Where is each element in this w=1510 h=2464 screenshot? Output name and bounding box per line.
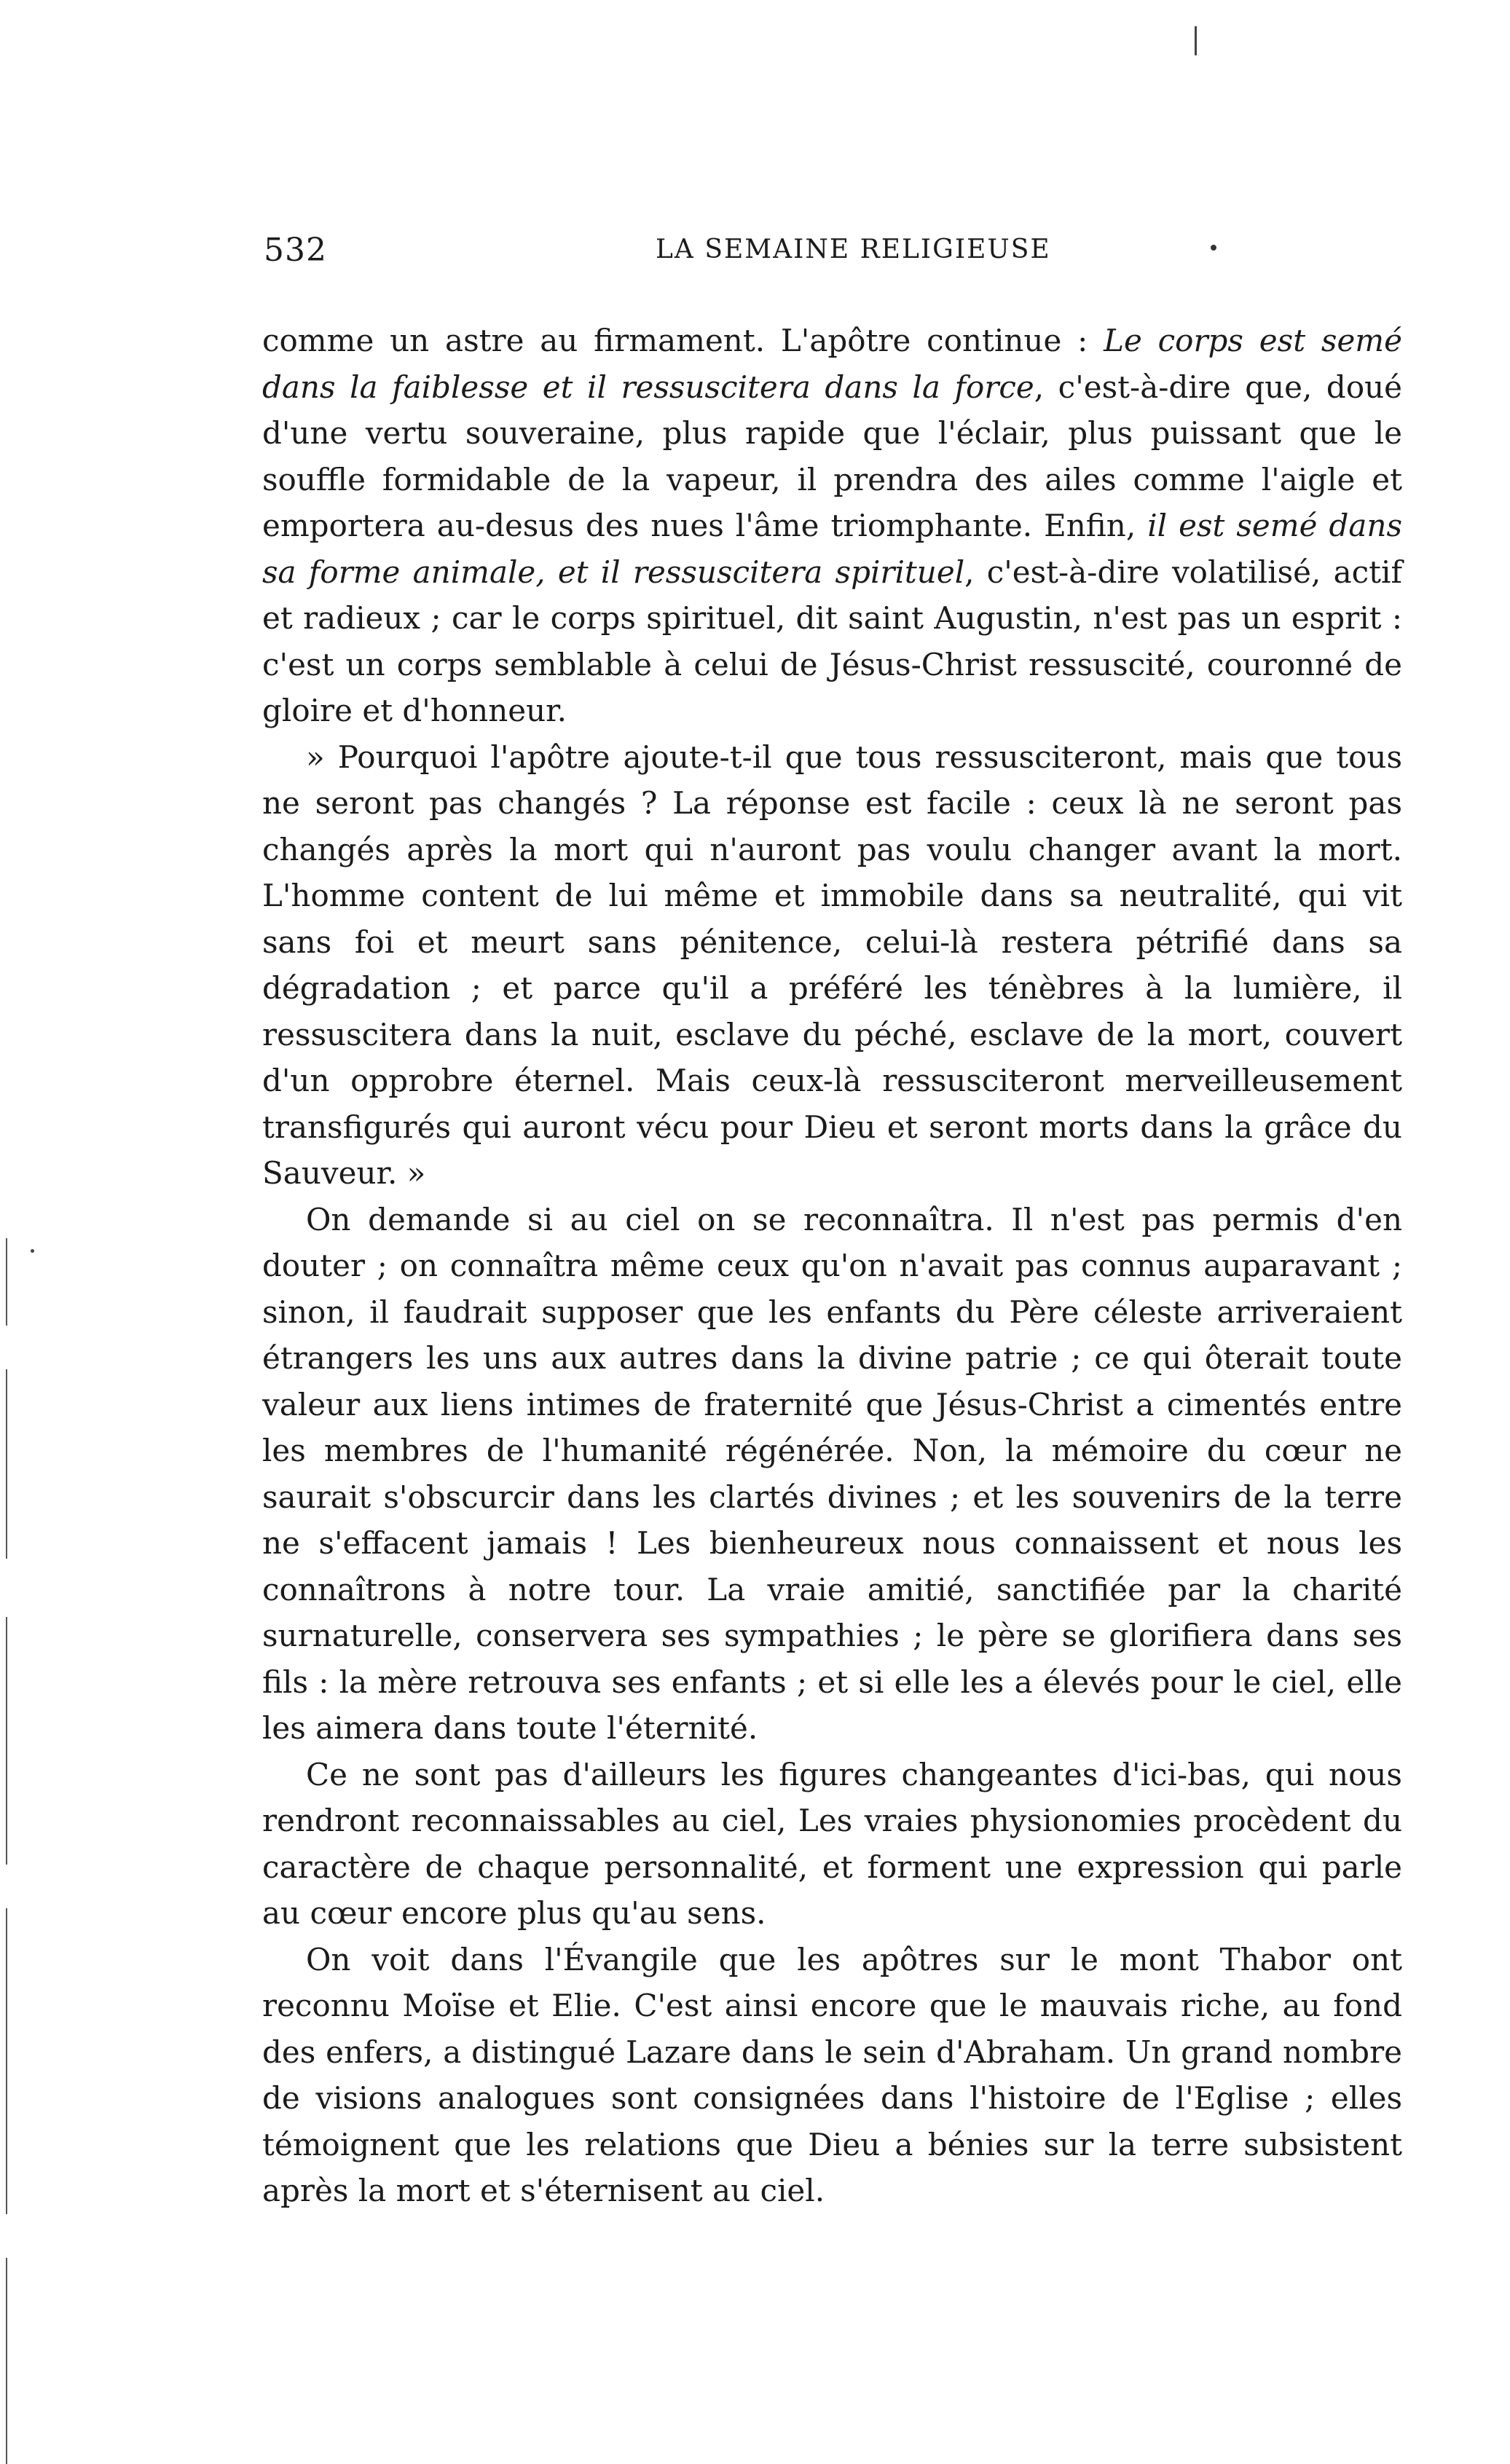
paragraph bbox=[262, 1197, 1402, 1752]
text-run: , c'est-à-dire que, doué d'une vertu souveraine, plus rapide que l'éclair, plus puissant que le souffle formidable de la vapeur, il prendra des ailes comme l'aigle et emportera au-desus des nues l'âme triomphante. Enfin, bbox=[262, 369, 1403, 543]
paragraph bbox=[262, 1937, 1402, 2214]
text-run: On demande si au ciel on se reconnaîtra. Il n'est pas permis d'en douter ; on connaîtra même ceux qu'on n'avait pas connus auparavant ; sinon, il faudrait supposer que les enfants du Père céleste arriveraient étrangers les uns aux autres dans la divine patrie ; ce qui ôterait toute valeur aux liens intimes de fraternité que Jésus-Christ a cimentés entre les membres de l'humanité régénérée. Non, la mémoire du cœur ne saurait s'obscurcir dans les clartés divines ; et les souvenirs de la terre ne s'effacent jamais ! Les bienheureux nous connaissent et nous les connaîtrons à notre tour. La vraie amitié, sanctifiée par la charité surnaturelle, conservera ses sympathies ; le père se glorifiera dans ses fils : la mère retrouva ses enfants ; et si elle les a élevés pour le ciel, elle les aimera dans toute l'éternité. bbox=[262, 1201, 1402, 1746]
scan-speck bbox=[1195, 26, 1197, 55]
text-run: » Pourquoi l'apôtre ajoute-t-il que tous ressusciteront, mais que tous ne seront pas changés ? La réponse est facile : ceux là ne seront pas changés après la mort qui n'auront pas voulu changer avant la mort. L'homme content de lui même et immobile dans sa neutralité, qui vit sans foi et meurt sans pénitence, celui-là restera pétrifié dans sa dégradation ; et parce qu'il a préféré les ténèbres à la lumière, il ressuscitera dans la nuit, esclave du péché, esclave de la mort, couvert d'un opprobre éternel. Mais ceux-là ressusciteront merveilleusement transfigurés qui auront vécu pour Dieu et seront morts dans la grâce du Sauveur. » bbox=[262, 739, 1402, 1191]
text-run: comme un astre au firmament. L'apôtre continue : bbox=[262, 323, 1104, 358]
page-number: 532 bbox=[264, 232, 327, 269]
running-title: LA SEMAINE RELIGIEUSE bbox=[656, 235, 1051, 264]
paragraph bbox=[262, 1752, 1402, 1937]
scan-speck bbox=[31, 1249, 34, 1253]
text-run: , c'est-à-dire volatilisé, actif et radieux ; car le corps spirituel, dit saint Augustin, n'est pas un esprit : c'est un corps semblable à celui de Jésus-Christ ressuscité, couronné de gloire et d'honneur. bbox=[262, 554, 1402, 728]
paragraph bbox=[262, 734, 1402, 1197]
text-run: Ce ne sont pas d'ailleurs les figures changeantes d'ici-bas, qui nous rendront reconnaissables au ciel, Les vraies physionomies procèdent du caractère de chaque personnalité, et forment une expression qui parle au cœur encore plus qu'au sens. bbox=[262, 1756, 1402, 1931]
binding-edge-marks bbox=[0, 1238, 22, 2464]
article-body bbox=[262, 318, 1402, 2214]
text-run: On voit dans l'Évangile que les apôtres sur le mont Thabor ont reconnu Moïse et Elie. C'est ainsi encore que le mauvais riche, au fond des enfers, a distingué Lazare dans le sein d'Abraham. Un grand nombre de visions analogues sont consignées dans l'histoire de l'Eglise ; elles témoignent que les relations que Dieu a bénies sur la terre subsistent après la mort et s'éternisent au ciel. bbox=[262, 1941, 1402, 2208]
page-header bbox=[264, 232, 1211, 275]
header-dot-mark bbox=[1211, 245, 1216, 251]
paragraph bbox=[262, 318, 1402, 734]
italic-quote: il est semé dans sa forme animale, et il ressuscitera spirituel bbox=[262, 508, 1402, 590]
italic-quote: Le corps est semé dans la faiblesse et il ressuscitera dans la force bbox=[262, 323, 1402, 405]
